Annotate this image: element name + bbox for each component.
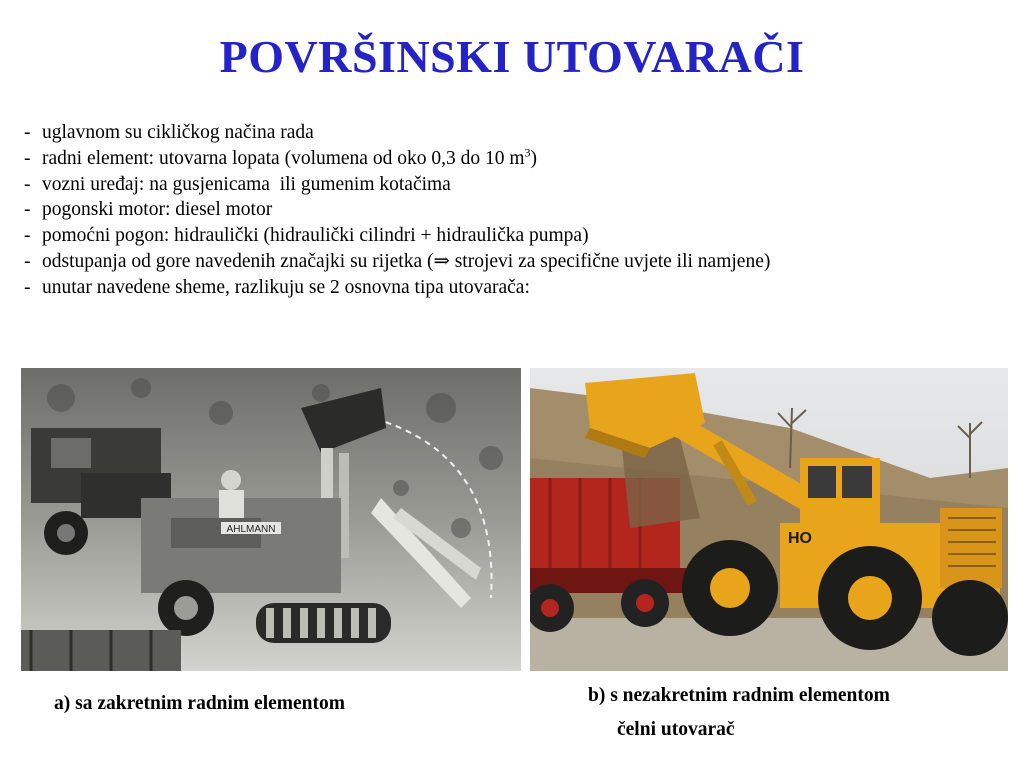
bullet-item: - pogonski motor: diesel motor [24,199,273,221]
bullet-item: - uglavnom su cikličkog načina rada [24,122,314,143]
bullet-item: - unutar navedene sheme, razlikuju se 2 osnovna tipa utovarača: [24,276,530,298]
caption-a: a) sa zakretnim radnim elementom [54,693,346,714]
bullet-item: - pomoćni pogon: hidraulički (hidraulički cilindri + hidraulička pumpa) [24,225,589,247]
bullet-text: vozni uređaj: na gusjenicama ili gumenim kotačima [42,173,451,195]
caption-b-subtitle: čelni utovarač [617,719,735,740]
slide-title: POVRŠINSKI UTOVARAČI [219,31,805,82]
bullet-text: unutar navedene sheme, razlikuju se 2 osnovna tipa utovarača: [42,276,530,298]
caption-b: b) s nezakretnim radnim elementom [588,685,890,706]
superscript: 3 [524,145,531,160]
tracked-swing-loader-photo [21,368,521,671]
bullet-text: odstupanja od gore navedenih značajki su rijetka (⇒ strojevi za specifične uvjete ili namjene) [42,250,771,272]
bullet-item: - odstupanja od gore navedenih značajki su rijetka (⇒ strojevi za specifične uvjete ili namjene) [24,250,771,272]
machine-logo: HO [788,530,812,547]
bullet-list [24,120,1014,301]
machine-logo: AHLMANN [226,524,276,535]
wheel-front-loader-photo [530,368,1008,671]
bullet-item: - vozni uređaj: na gusjenicama ili gumenim kotačima [24,173,451,195]
bullet-text: pogonski motor: diesel motor [42,199,273,221]
bullet-item: - radni element: utovarna lopata (volumena od oko 0,3 do 10 $m^3$) [24,145,538,169]
bullet-text: pomoćni pogon: hidraulički (hidraulički cilindri + hidraulička pumpa) [42,225,589,247]
bullet-text: radni element: utovarna lopata (volumena od oko 0,3 do 10 m [42,147,525,169]
bullet-text: uglavnom su cikličkog načina rada [42,122,314,143]
